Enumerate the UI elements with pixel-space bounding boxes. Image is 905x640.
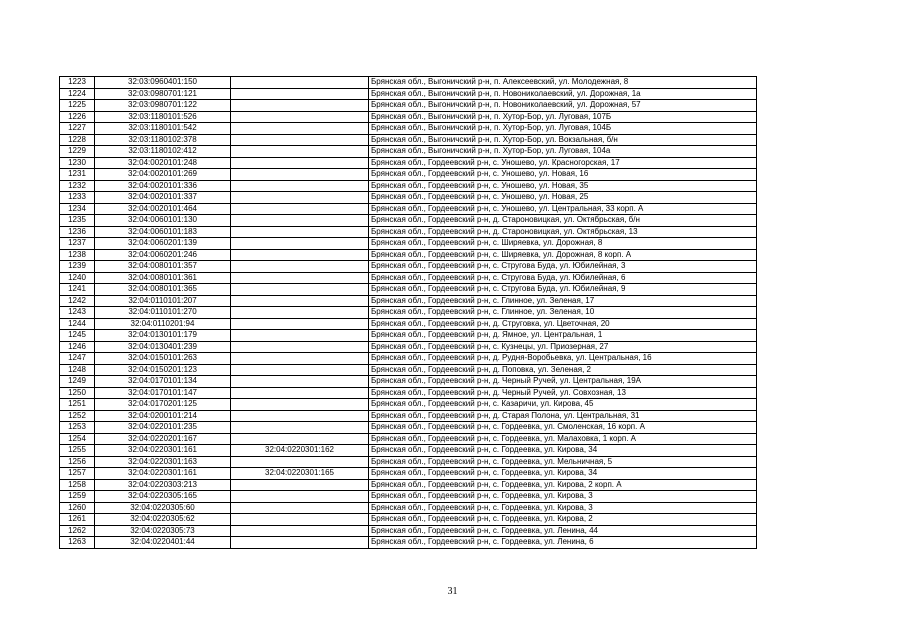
address-cell: Брянская обл., Выгоничский р-н, п. Новониколаевский, ул. Дорожная, 57 xyxy=(369,100,757,112)
row-number-cell: 1245 xyxy=(60,330,95,342)
address-cell: Брянская обл., Гордеевский р-н, с. Гордеевка, ул. Кирова, 2 xyxy=(369,514,757,526)
related-cadastral-number-cell xyxy=(231,157,369,169)
table-row xyxy=(60,307,757,319)
cadastral-number-cell: 32:04:0220305:73 xyxy=(95,525,231,537)
cadastral-number-cell: 32:04:0080101:357 xyxy=(95,261,231,273)
row-number-cell: 1251 xyxy=(60,399,95,411)
cadastral-number-cell: 32:04:0080101:365 xyxy=(95,284,231,296)
row-number-cell: 1230 xyxy=(60,157,95,169)
address-cell: Брянская обл., Выгоничский р-н, п. Новониколаевский, ул. Дорожная, 1а xyxy=(369,88,757,100)
address-cell: Брянская обл., Гордеевский р-н, с. Гордеевка, ул. Ленина, 44 xyxy=(369,525,757,537)
table-row xyxy=(60,157,757,169)
related-cadastral-number-cell xyxy=(231,456,369,468)
table-row xyxy=(60,261,757,273)
table-row xyxy=(60,330,757,342)
related-cadastral-number-cell xyxy=(231,100,369,112)
table-row xyxy=(60,192,757,204)
related-cadastral-number-cell xyxy=(231,514,369,526)
address-cell: Брянская обл., Гордеевский р-н, с. Струговa Буда, ул. Юбилейная, 3 xyxy=(369,261,757,273)
address-cell: Брянская обл., Гордеевский р-н, с. Гордеевка, ул. Смоленская, 16 корп. А xyxy=(369,422,757,434)
cadastral-number-cell: 32:04:0130101:179 xyxy=(95,330,231,342)
address-cell: Брянская обл., Выгоничский р-н, п. Хутор-Бор, ул. Луговая, 104Б xyxy=(369,123,757,135)
related-cadastral-number-cell xyxy=(231,238,369,250)
table-row xyxy=(60,479,757,491)
table-row xyxy=(60,318,757,330)
row-number-cell: 1228 xyxy=(60,134,95,146)
address-cell: Брянская обл., Гордеевский р-н, д. Черный Ручей, ул. Центральная, 19А xyxy=(369,376,757,388)
table-row xyxy=(60,399,757,411)
row-number-cell: 1243 xyxy=(60,307,95,319)
cadastral-number-cell: 32:03:1180102:378 xyxy=(95,134,231,146)
address-cell: Брянская обл., Гордеевский р-н, с. Струговa Буда, ул. Юбилейная, 6 xyxy=(369,272,757,284)
row-number-cell: 1263 xyxy=(60,537,95,549)
cadastral-number-cell: 32:04:0020101:337 xyxy=(95,192,231,204)
cadastral-number-cell: 32:04:0110201:94 xyxy=(95,318,231,330)
cadastral-number-cell: 32:04:0220101:235 xyxy=(95,422,231,434)
related-cadastral-number-cell xyxy=(231,433,369,445)
cadastral-number-cell: 32:04:0150201:123 xyxy=(95,364,231,376)
address-cell: Брянская обл., Гордеевский р-н, с. Ширяевка, ул. Дорожная, 8 корп. А xyxy=(369,249,757,261)
table-row xyxy=(60,111,757,123)
table-row xyxy=(60,387,757,399)
row-number-cell: 1231 xyxy=(60,169,95,181)
row-number-cell: 1225 xyxy=(60,100,95,112)
address-cell: Брянская обл., Гордеевский р-н, с. Ширяевка, ул. Дорожная, 8 xyxy=(369,238,757,250)
row-number-cell: 1223 xyxy=(60,77,95,89)
address-cell: Брянская обл., Гордеевский р-н, с. Гордеевка, ул. Малаховка, 1 корп. А xyxy=(369,433,757,445)
row-number-cell: 1232 xyxy=(60,180,95,192)
related-cadastral-number-cell xyxy=(231,192,369,204)
related-cadastral-number-cell: 32:04:0220301:162 xyxy=(231,445,369,457)
table-row xyxy=(60,249,757,261)
cadastral-number-cell: 32:04:0220301:161 xyxy=(95,468,231,480)
row-number-cell: 1237 xyxy=(60,238,95,250)
table-row xyxy=(60,272,757,284)
row-number-cell: 1254 xyxy=(60,433,95,445)
related-cadastral-number-cell xyxy=(231,353,369,365)
table-row xyxy=(60,295,757,307)
cadastral-number-cell: 32:04:0060201:139 xyxy=(95,238,231,250)
related-cadastral-number-cell xyxy=(231,364,369,376)
row-number-cell: 1241 xyxy=(60,284,95,296)
row-number-cell: 1239 xyxy=(60,261,95,273)
cadastral-number-cell: 32:04:0200101:214 xyxy=(95,410,231,422)
row-number-cell: 1246 xyxy=(60,341,95,353)
table-row xyxy=(60,88,757,100)
property-table-body xyxy=(60,77,757,549)
related-cadastral-number-cell xyxy=(231,491,369,503)
related-cadastral-number-cell xyxy=(231,479,369,491)
related-cadastral-number-cell xyxy=(231,169,369,181)
related-cadastral-number-cell xyxy=(231,272,369,284)
table-row xyxy=(60,169,757,181)
table-row xyxy=(60,353,757,365)
address-cell: Брянская обл., Выгоничский р-н, п. Хутор-Бор, ул. Луговая, 107Б xyxy=(369,111,757,123)
cadastral-number-cell: 32:04:0220305:60 xyxy=(95,502,231,514)
related-cadastral-number-cell xyxy=(231,226,369,238)
cadastral-number-cell: 32:04:0170101:134 xyxy=(95,376,231,388)
row-number-cell: 1233 xyxy=(60,192,95,204)
cadastral-number-cell: 32:04:0020101:269 xyxy=(95,169,231,181)
cadastral-number-cell: 32:04:0060101:183 xyxy=(95,226,231,238)
related-cadastral-number-cell xyxy=(231,318,369,330)
cadastral-number-cell: 32:03:0980701:121 xyxy=(95,88,231,100)
related-cadastral-number-cell xyxy=(231,410,369,422)
cadastral-number-cell: 32:04:0080101:361 xyxy=(95,272,231,284)
row-number-cell: 1250 xyxy=(60,387,95,399)
cadastral-number-cell: 32:04:0110101:270 xyxy=(95,307,231,319)
address-cell: Брянская обл., Гордеевский р-н, д. Староновицкая, ул. Октябрьская, 13 xyxy=(369,226,757,238)
related-cadastral-number-cell xyxy=(231,295,369,307)
address-cell: Брянская обл., Гордеевский р-н, с. Уношево, ул. Красногорская, 17 xyxy=(369,157,757,169)
address-cell: Брянская обл., Гордеевский р-н, с. Глинное, ул. Зеленая, 17 xyxy=(369,295,757,307)
row-number-cell: 1238 xyxy=(60,249,95,261)
cadastral-number-cell: 32:04:0220305:62 xyxy=(95,514,231,526)
page-number: 31 xyxy=(447,586,458,597)
row-number-cell: 1235 xyxy=(60,215,95,227)
row-number-cell: 1236 xyxy=(60,226,95,238)
cadastral-number-cell: 32:04:0220301:161 xyxy=(95,445,231,457)
table-row xyxy=(60,203,757,215)
cadastral-number-cell: 32:04:0170201:125 xyxy=(95,399,231,411)
address-cell: Брянская обл., Гордеевский р-н, с. Уношево, ул. Центральная, 33 корп. А xyxy=(369,203,757,215)
related-cadastral-number-cell xyxy=(231,88,369,100)
address-cell: Брянская обл., Гордеевский р-н, д. Староновицкая, ул. Октябрьская, б/н xyxy=(369,215,757,227)
cadastral-number-cell: 32:04:0060201:246 xyxy=(95,249,231,261)
address-cell: Брянская обл., Гордеевский р-н, с. Гордеевка, ул. Ленина, 6 xyxy=(369,537,757,549)
address-cell: Брянская обл., Гордеевский р-н, с. Гордеевка, ул. Кирова, 34 xyxy=(369,468,757,480)
cadastral-number-cell: 32:03:0980701:122 xyxy=(95,100,231,112)
related-cadastral-number-cell xyxy=(231,77,369,89)
related-cadastral-number-cell xyxy=(231,537,369,549)
table-row xyxy=(60,456,757,468)
address-cell: Брянская обл., Гордеевский р-н, д. Рудня-Воробьевка, ул. Центральная, 16 xyxy=(369,353,757,365)
row-number-cell: 1255 xyxy=(60,445,95,457)
table-row xyxy=(60,341,757,353)
table-row xyxy=(60,491,757,503)
address-cell: Брянская обл., Гордеевский р-н, с. Струговa Буда, ул. Юбилейная, 9 xyxy=(369,284,757,296)
table-row xyxy=(60,238,757,250)
address-cell: Брянская обл., Выгоничский р-н, п. Хутор-Бор, ул. Луговая, 104а xyxy=(369,146,757,158)
table-row xyxy=(60,100,757,112)
table-row xyxy=(60,180,757,192)
table-row xyxy=(60,410,757,422)
cadastral-number-cell: 32:04:0150101:263 xyxy=(95,353,231,365)
related-cadastral-number-cell xyxy=(231,261,369,273)
cadastral-number-cell: 32:04:0020101:336 xyxy=(95,180,231,192)
related-cadastral-number-cell xyxy=(231,422,369,434)
related-cadastral-number-cell xyxy=(231,203,369,215)
table-row xyxy=(60,537,757,549)
row-number-cell: 1253 xyxy=(60,422,95,434)
cadastral-number-cell: 32:04:0220301:163 xyxy=(95,456,231,468)
related-cadastral-number-cell xyxy=(231,146,369,158)
cadastral-number-cell: 32:04:0110101:207 xyxy=(95,295,231,307)
row-number-cell: 1260 xyxy=(60,502,95,514)
address-cell: Брянская обл., Гордеевский р-н, д. Поповка, ул. Зеленая, 2 xyxy=(369,364,757,376)
related-cadastral-number-cell: 32:04:0220301:165 xyxy=(231,468,369,480)
related-cadastral-number-cell xyxy=(231,215,369,227)
cadastral-number-cell: 32:03:0960401:150 xyxy=(95,77,231,89)
address-cell: Брянская обл., Выгоничский р-н, п. Хутор-Бор, ул. Вокзальная, б/н xyxy=(369,134,757,146)
address-cell: Брянская обл., Гордеевский р-н, с. Казаричи, ул. Кирова, 45 xyxy=(369,399,757,411)
address-cell: Брянская обл., Выгоничский р-н, п. Алексеевский, ул. Молодежная, 8 xyxy=(369,77,757,89)
related-cadastral-number-cell xyxy=(231,180,369,192)
cadastral-number-cell: 32:03:1180101:526 xyxy=(95,111,231,123)
row-number-cell: 1234 xyxy=(60,203,95,215)
table-row xyxy=(60,422,757,434)
row-number-cell: 1261 xyxy=(60,514,95,526)
address-cell: Брянская обл., Гордеевский р-н, с. Гордеевка, ул. Кирова, 2 корп. А xyxy=(369,479,757,491)
related-cadastral-number-cell xyxy=(231,525,369,537)
address-cell: Брянская обл., Гордеевский р-н, с. Гордеевка, ул. Кирова, 34 xyxy=(369,445,757,457)
row-number-cell: 1257 xyxy=(60,468,95,480)
row-number-cell: 1227 xyxy=(60,123,95,135)
cadastral-number-cell: 32:03:1180101:542 xyxy=(95,123,231,135)
address-cell: Брянская обл., Гордеевский р-н, с. Уношево, ул. Новая, 25 xyxy=(369,192,757,204)
table-row xyxy=(60,146,757,158)
address-cell: Брянская обл., Гордеевский р-н, с. Гордеевка, ул. Кирова, 3 xyxy=(369,502,757,514)
row-number-cell: 1252 xyxy=(60,410,95,422)
row-number-cell: 1229 xyxy=(60,146,95,158)
address-cell: Брянская обл., Гордеевский р-н, д. Ямное, ул. Центральная, 1 xyxy=(369,330,757,342)
table-row xyxy=(60,284,757,296)
row-number-cell: 1248 xyxy=(60,364,95,376)
table-row xyxy=(60,226,757,238)
table-row xyxy=(60,468,757,480)
row-number-cell: 1247 xyxy=(60,353,95,365)
cadastral-number-cell: 32:04:0220401:44 xyxy=(95,537,231,549)
row-number-cell: 1258 xyxy=(60,479,95,491)
address-cell: Брянская обл., Гордеевский р-н, с. Кузнецы, ул. Приозерная, 27 xyxy=(369,341,757,353)
row-number-cell: 1256 xyxy=(60,456,95,468)
table-row xyxy=(60,77,757,89)
cadastral-number-cell: 32:04:0130401:239 xyxy=(95,341,231,353)
cadastral-number-cell: 32:04:0220201:167 xyxy=(95,433,231,445)
table-row xyxy=(60,215,757,227)
related-cadastral-number-cell xyxy=(231,111,369,123)
address-cell: Брянская обл., Гордеевский р-н, д. Старая Полона, ул. Центральная, 31 xyxy=(369,410,757,422)
related-cadastral-number-cell xyxy=(231,502,369,514)
row-number-cell: 1262 xyxy=(60,525,95,537)
address-cell: Брянская обл., Гордеевский р-н, с. Гордеевка, ул. Мельничная, 5 xyxy=(369,456,757,468)
table-row xyxy=(60,502,757,514)
cadastral-number-cell: 32:03:1180102:412 xyxy=(95,146,231,158)
related-cadastral-number-cell xyxy=(231,123,369,135)
table-row xyxy=(60,134,757,146)
row-number-cell: 1244 xyxy=(60,318,95,330)
related-cadastral-number-cell xyxy=(231,134,369,146)
address-cell: Брянская обл., Гордеевский р-н, с. Уношево, ул. Новая, 16 xyxy=(369,169,757,181)
related-cadastral-number-cell xyxy=(231,330,369,342)
row-number-cell: 1240 xyxy=(60,272,95,284)
table-row xyxy=(60,376,757,388)
address-cell: Брянская обл., Гордеевский р-н, д. Черный Ручей, ул. Совхозная, 13 xyxy=(369,387,757,399)
row-number-cell: 1226 xyxy=(60,111,95,123)
cadastral-number-cell: 32:04:0220303:213 xyxy=(95,479,231,491)
table-row xyxy=(60,433,757,445)
table-row xyxy=(60,445,757,457)
related-cadastral-number-cell xyxy=(231,307,369,319)
address-cell: Брянская обл., Гордеевский р-н, с. Гордеевка, ул. Кирова, 3 xyxy=(369,491,757,503)
property-table xyxy=(59,76,757,549)
table-row xyxy=(60,514,757,526)
table-row xyxy=(60,123,757,135)
cadastral-number-cell: 32:04:0060101:130 xyxy=(95,215,231,227)
table-row xyxy=(60,525,757,537)
related-cadastral-number-cell xyxy=(231,387,369,399)
related-cadastral-number-cell xyxy=(231,399,369,411)
cadastral-number-cell: 32:04:0020101:248 xyxy=(95,157,231,169)
address-cell: Брянская обл., Гордеевский р-н, с. Глинное, ул. Зеленая, 10 xyxy=(369,307,757,319)
related-cadastral-number-cell xyxy=(231,249,369,261)
address-cell: Брянская обл., Гордеевский р-н, с. Уношево, ул. Новая, 35 xyxy=(369,180,757,192)
row-number-cell: 1249 xyxy=(60,376,95,388)
table-row xyxy=(60,364,757,376)
related-cadastral-number-cell xyxy=(231,376,369,388)
cadastral-number-cell: 32:04:0220305:165 xyxy=(95,491,231,503)
row-number-cell: 1259 xyxy=(60,491,95,503)
cadastral-number-cell: 32:04:0170101:147 xyxy=(95,387,231,399)
address-cell: Брянская обл., Гордеевский р-н, д. Струговка, ул. Цветочная, 20 xyxy=(369,318,757,330)
row-number-cell: 1224 xyxy=(60,88,95,100)
related-cadastral-number-cell xyxy=(231,341,369,353)
cadastral-number-cell: 32:04:0020101:464 xyxy=(95,203,231,215)
related-cadastral-number-cell xyxy=(231,284,369,296)
row-number-cell: 1242 xyxy=(60,295,95,307)
